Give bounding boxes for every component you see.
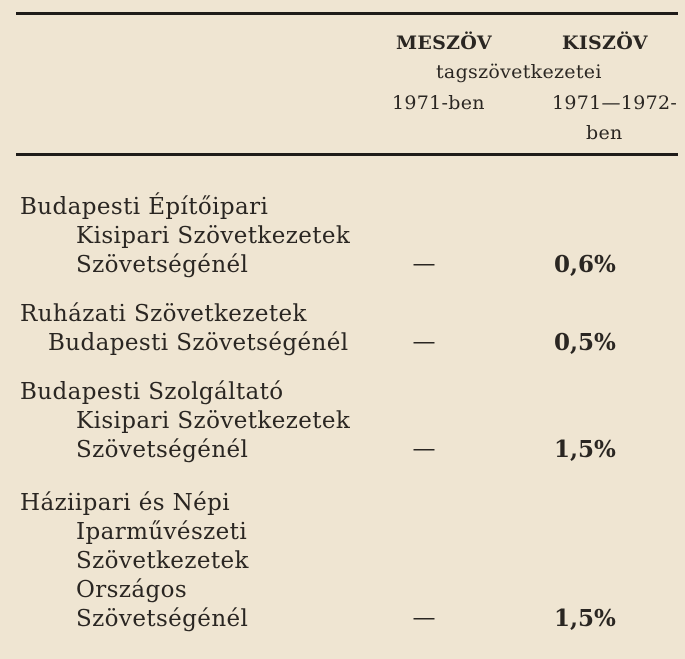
meszov-value: — <box>412 251 436 277</box>
row-label-line: Budapesti Szövetségénél <box>48 330 349 356</box>
meszov-value: — <box>412 605 436 631</box>
row-label-line: Kisipari Szövetkezetek <box>76 223 351 249</box>
header-meszov: MESZÖV <box>396 32 492 54</box>
row-label-line: Szövetkezetek <box>76 548 249 574</box>
row-label-line: Budapesti Építőipari <box>20 194 269 220</box>
kiszov-value: 1,5% <box>554 605 616 632</box>
kiszov-value: 0,6% <box>554 251 616 278</box>
kiszov-value: 0,5% <box>554 329 616 356</box>
row-label-line: Ruházati Szövetkezetek <box>20 301 307 327</box>
row-label-line: Szövetségénél <box>76 252 249 278</box>
meszov-value: — <box>412 329 436 355</box>
header-kiszov-year-line2: ben <box>586 122 623 144</box>
row-label-line: Kisipari Szövetkezetek <box>76 408 351 434</box>
row-label-line: Szövetségénél <box>76 437 249 463</box>
row-label-line: Háziipari és Népi <box>20 490 231 516</box>
header-kiszov-year-line1: 1971—1972- <box>552 92 678 114</box>
kiszov-value: 1,5% <box>554 436 616 463</box>
row-label-line: Szövetségénél <box>76 606 249 632</box>
header-subtitle: tagszövetkezetei <box>436 61 602 83</box>
header-kiszov: KISZÖV <box>562 32 648 54</box>
header-rule <box>16 153 678 156</box>
header-meszov-year: 1971-ben <box>392 92 485 114</box>
top-rule <box>16 12 678 15</box>
row-label-line: Iparművészeti <box>76 519 248 545</box>
meszov-value: — <box>412 436 436 462</box>
row-label-line: Országos <box>76 577 188 603</box>
row-label-line: Budapesti Szolgáltató <box>20 379 284 405</box>
